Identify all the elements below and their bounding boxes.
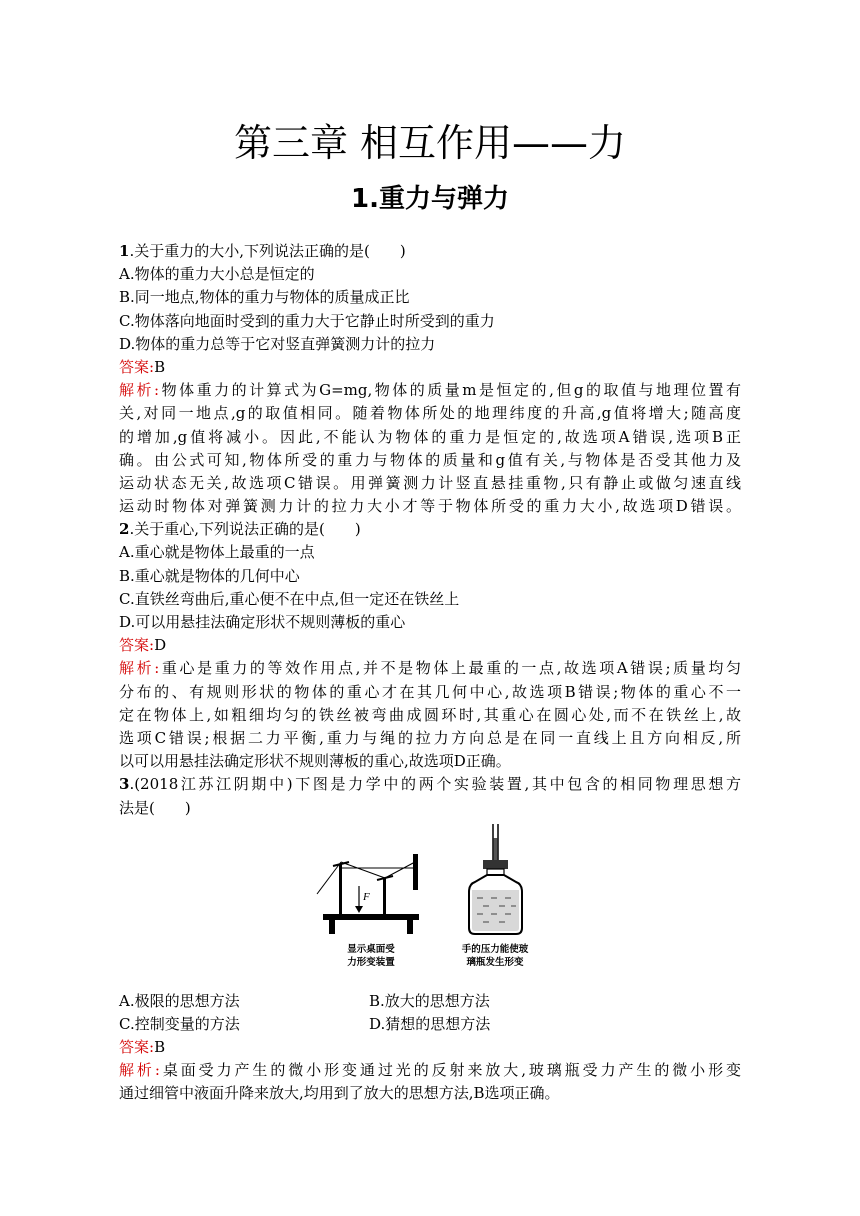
question-2-stem (119, 518, 741, 541)
question-2-analysis-line-2: 分布的、有规则形状的物体的重心才在其几何中心,故选项B错误;物体的重心不一 (119, 682, 741, 701)
question-2-option-d: D.可以用悬挂法确定形状不规则薄板的重心 (119, 613, 406, 631)
light-ray (385, 862, 415, 878)
question-number: 3 (119, 775, 130, 794)
question-2-analysis-line-1 (119, 657, 741, 680)
experiment-figure (119, 820, 741, 990)
table-leg-left (329, 920, 335, 934)
question-3-options-row-2 (119, 1013, 741, 1036)
analysis-text: 重心是重力的等效作用点,并不是物体上最重的一点,故选项A错误;质量均匀 (159, 659, 741, 678)
table-top (323, 914, 419, 920)
bottle-stopper (483, 860, 508, 869)
question-stem-text: .关于重力的大小,下列说法正确的是( ) (129, 242, 406, 260)
answer-value: D (154, 636, 167, 655)
question-stem-text: .关于重心,下列说法正确的是( ) (129, 520, 361, 539)
screen (413, 854, 418, 890)
question-2-analysis-line-4: 选项C错误;根据二力平衡,重力与绳的拉力方向总是在同一直线上且方向相反,所 (119, 728, 741, 747)
question-3-stem-line-2: 法是( ) (119, 798, 191, 817)
glass-bottle-apparatus (462, 824, 529, 968)
mirror-post-left (339, 864, 342, 914)
question-1-analysis-line-1 (119, 379, 741, 402)
question-2-option-b: B.重心就是物体的几何中心 (119, 566, 300, 585)
question-number: 1 (119, 242, 130, 260)
question-3-analysis-line-2: 通过细管中液面升降来放大,均用到了放大的思想方法,B选项正确。 (119, 1084, 560, 1103)
question-2-analysis-line-5: 以可以用悬挂法确定形状不规则薄板的重心,故选项D正确。 (119, 752, 511, 771)
question-3-options-row-1 (119, 990, 741, 1013)
content (119, 240, 741, 1106)
question-2-answer (119, 634, 741, 657)
analysis-text: 桌面受力产生的微小形变通过光的反射来放大,玻璃瓶受力产生的微小形变 (159, 1061, 741, 1080)
section-title: 1.重力与弹力 (351, 184, 509, 214)
left-caption-line-1: 显示桌面受 (347, 943, 395, 955)
question-1-option-d: D.物体的重力总等于它对竖直弹簧测力计的拉力 (119, 334, 436, 353)
question-3-answer (119, 1036, 741, 1059)
answer-value: B (154, 1038, 166, 1057)
answer-value: B (154, 357, 166, 376)
right-caption-line-1: 手的压力能使玻 (461, 943, 529, 955)
question-1-analysis-line-6: 运动时物体对弹簧测力计的拉力大小才等于物体所受的重力大小,故选项D错误。 (119, 497, 741, 516)
question-2-analysis-line-3: 定在物体上,如粗细均匀的铁丝被弯曲成圆环时,其重心在圆心处,而不在铁丝上,故 (119, 705, 741, 724)
force-label: F (363, 890, 370, 903)
left-caption-line-2: 力形变装置 (347, 956, 395, 968)
experiment-diagram (315, 824, 555, 986)
answer-label: 答案: (119, 1038, 155, 1057)
light-ray (341, 862, 385, 878)
question-number: 2 (119, 520, 130, 539)
question-3-option-d: D.猜想的思想方法 (369, 1014, 491, 1033)
chapter-title: 第三章 相互作用——力 (233, 121, 627, 165)
mirror-post-right (383, 878, 386, 914)
analysis-text: 物体重力的计算式为G=mg,物体的质量m是恒定的,但g的取值与地理位置有 (159, 381, 741, 400)
question-1-option-b: B.同一地点,物体的重力与物体的质量成正比 (119, 288, 410, 307)
question-stem-text: .(2018江苏江阴期中)下图是力学中的两个实验装置,其中包含的相同物理思想方 (129, 775, 741, 794)
question-1-analysis-line-5: 运动状态无关,故选项C错误。用弹簧测力计竖直悬挂重物,只有静止或做匀速直线 (119, 473, 741, 492)
question-1-analysis-line-4: 确。由公式可知,物体所受的重力与物体的质量和g值有关,与物体是否受其他力及 (119, 450, 741, 469)
question-1-stem (119, 240, 741, 263)
analysis-label: 解析: (119, 659, 160, 678)
table-deformation-apparatus (317, 854, 419, 968)
right-caption-line-2: 璃瓶发生形变 (466, 956, 524, 968)
question-3-option-a: A.极限的思想方法 (119, 991, 240, 1010)
analysis-label: 解析: (119, 381, 160, 400)
question-2-option-c: C.直铁丝弯曲后,重心便不在中点,但一定还在铁丝上 (119, 589, 460, 608)
question-1-analysis-line-3: 的增加,g值将减小。因此,不能认为物体的重力是恒定的,故选项A错误,选项B正 (119, 427, 741, 446)
question-1-option-c: C.物体落向地面时受到的重力大于它静止时所受到的重力 (119, 311, 495, 330)
question-2-option-a: A.重心就是物体上最重的一点 (119, 543, 315, 562)
table-leg-right (407, 920, 413, 934)
answer-label: 答案: (119, 636, 155, 655)
analysis-label: 解析: (119, 1061, 160, 1080)
question-1-analysis-line-2: 关,对同一地点,g的取值相同。随着物体所处的地理纬度的升高,g值将增大;随高度 (119, 404, 741, 423)
question-1-answer (119, 356, 741, 379)
light-ray (317, 862, 341, 894)
question-1-option-a: A.物体的重力大小总是恒定的 (119, 265, 315, 284)
question-3-option-b: B.放大的思想方法 (369, 991, 490, 1010)
question-3-stem-line-1 (119, 773, 741, 796)
bottle-liquid (472, 890, 519, 931)
question-3-analysis-line-1 (119, 1059, 741, 1082)
force-arrowhead (355, 906, 363, 913)
answer-label: 答案: (119, 357, 155, 376)
question-3-option-c: C.控制变量的方法 (119, 1014, 240, 1033)
